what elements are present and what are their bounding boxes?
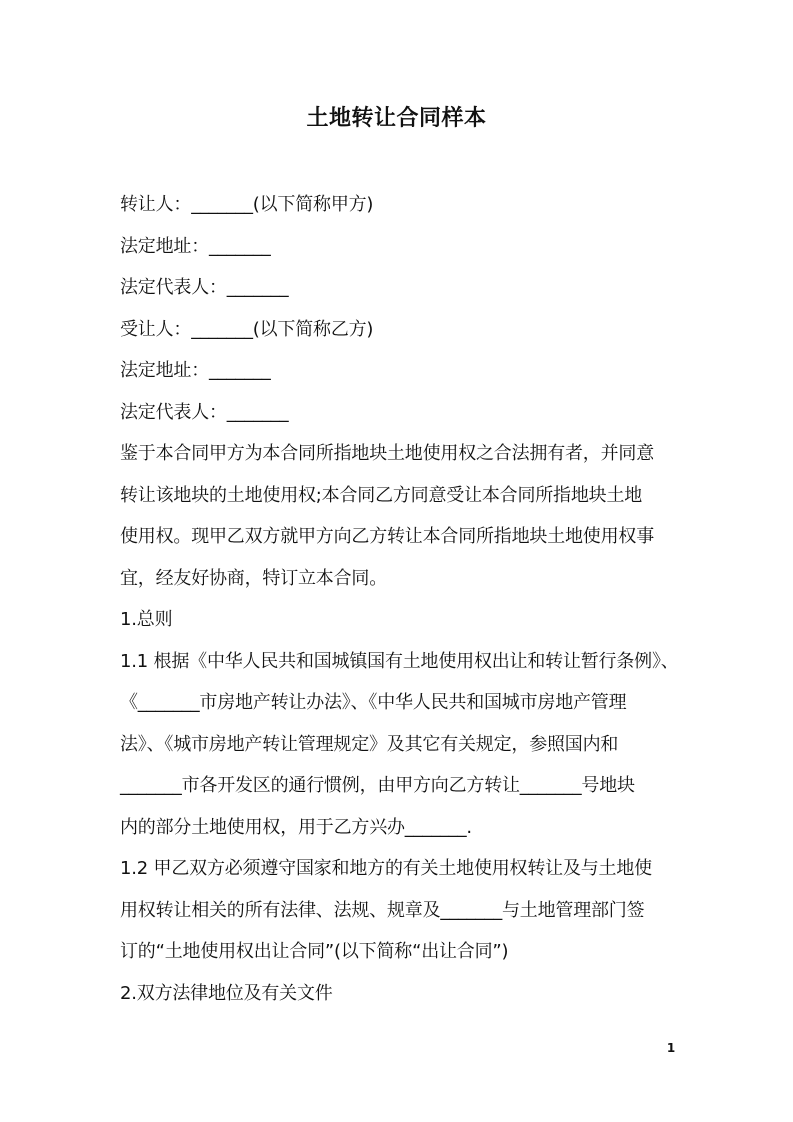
preamble-line: 鉴于本合同甲方为本合同所指地块土地使用权之合法拥有者，并同意 xyxy=(120,443,654,464)
transferor-address-line: 法定地址：_______ xyxy=(120,235,271,257)
preamble-line: 转让该地块的土地使用权;本合同乙方同意受让本合同所指地块土地 xyxy=(120,484,643,506)
clause-line: 用权转让相关的所有法律、法规、规章及_______与土地管理部门签 xyxy=(120,899,645,921)
clause-line: 订的“土地使用权出让合同”(以下简称“出让合同”) xyxy=(120,941,509,962)
page-number: 1 xyxy=(666,1041,676,1055)
preamble-line: 使用权。现甲乙双方就甲方向乙方转让本合同所指地块土地使用权事 xyxy=(120,526,654,547)
transferor-representative-line: 法定代表人：_______ xyxy=(120,277,289,298)
section-heading: 2.双方法律地位及有关文件 xyxy=(120,982,333,1004)
preamble-line: 宜，经友好协商，特订立本合同。 xyxy=(120,567,387,589)
clause-line: _______市各开发区的通行惯例，由甲方向乙方转让_______号地块 xyxy=(120,775,635,796)
page-title: 土地转让合同样本 xyxy=(306,106,487,131)
transferor-line: 转让人：_______(以下简称甲方) xyxy=(120,194,374,215)
clause-line: 1.1 根据《中华人民共和国城镇国有土地使用权出让和转让暂行条例》、 xyxy=(120,650,679,672)
clause-line: 1.2 甲乙双方必须遵守国家和地方的有关土地使用权转让及与土地使 xyxy=(120,858,652,879)
section-heading: 1.总则 xyxy=(120,609,173,630)
transferee-address-line: 法定地址：_______ xyxy=(120,360,271,381)
clause-line: 《_______市房地产转让办法》、《中华人民共和国城市房地产管理 xyxy=(120,692,627,713)
transferee-representative-line: 法定代表人：_______ xyxy=(120,401,289,423)
document-body xyxy=(120,184,680,1014)
clause-line: 法》、《城市房地产转让管理规定》及其它有关规定，参照国内和 xyxy=(120,733,619,755)
clause-line: 内的部分土地使用权，用于乙方兴办_______. xyxy=(120,816,472,838)
transferee-line: 受让人：_______(以下简称乙方) xyxy=(120,318,374,340)
